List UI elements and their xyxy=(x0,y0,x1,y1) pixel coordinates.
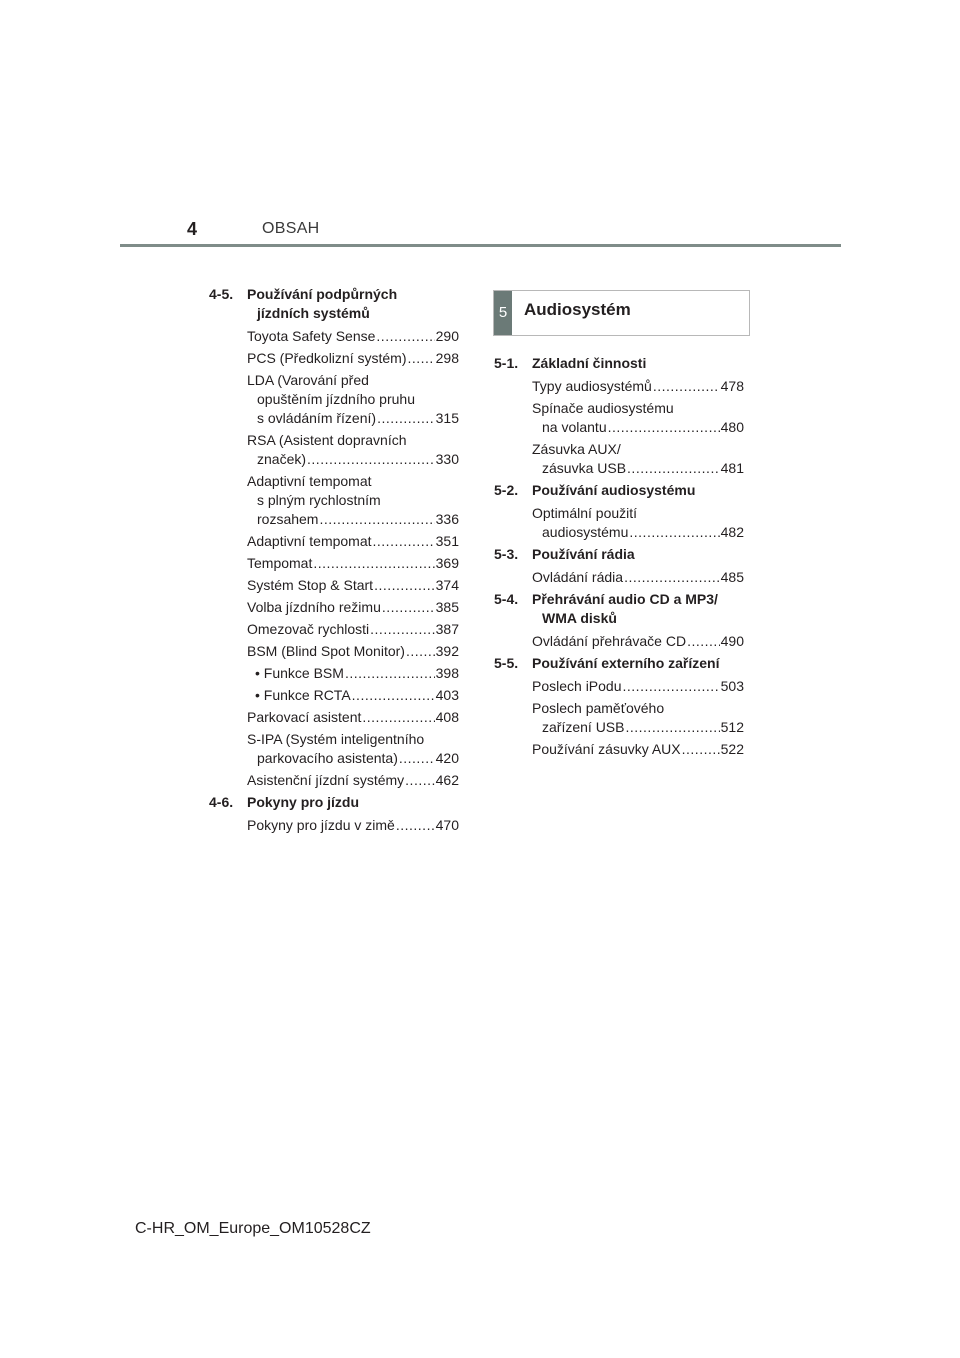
toc-entries-4-5 xyxy=(209,327,459,790)
section-number: 5-2. xyxy=(494,482,519,498)
toc-page-number: 462 xyxy=(435,772,459,788)
toc-entry-label: PCS (Předkolizní systém) xyxy=(247,350,407,366)
toc-section-5-5[interactable] xyxy=(494,654,744,673)
dot-leader xyxy=(319,510,434,529)
dot-leader xyxy=(407,349,434,368)
toc-page-number: 481 xyxy=(720,460,744,476)
dot-leader xyxy=(624,568,720,587)
toc-page-number: 522 xyxy=(720,741,744,757)
toc-page-number: 298 xyxy=(435,350,459,366)
toc-page-number: 480 xyxy=(720,419,744,435)
toc-entry-label: Ovládání přehrávače CD xyxy=(532,633,687,649)
toc-page-number: 290 xyxy=(435,328,459,344)
dot-leader xyxy=(345,664,435,683)
toc-entry[interactable] xyxy=(247,686,459,705)
toc-page-number: 330 xyxy=(435,451,459,467)
toc-page-number: 408 xyxy=(435,709,459,725)
dot-leader xyxy=(374,576,435,595)
chapter-title: Audiosystém xyxy=(524,300,631,319)
dot-leader xyxy=(313,554,434,573)
toc-entry-label: zařízení USB xyxy=(542,719,625,735)
dot-leader xyxy=(376,327,434,346)
toc-entry-text: S-IPA (Systém inteligentního xyxy=(247,731,425,747)
toc-page-number: 398 xyxy=(435,665,459,681)
toc-entry-label: značek) xyxy=(257,451,307,467)
toc-entries-5-3 xyxy=(494,568,744,587)
toc-page-number: 512 xyxy=(720,719,744,735)
toc-entry-label: Volba jízdního režimu xyxy=(247,599,381,615)
toc-page-number: 482 xyxy=(720,524,744,540)
dot-leader xyxy=(352,686,435,705)
toc-section-4-5[interactable] xyxy=(209,285,459,323)
section-title: Pokyny pro jízdu xyxy=(247,794,360,810)
dot-leader xyxy=(399,749,435,768)
toc-entry[interactable] xyxy=(247,431,459,469)
section-title: Používání audiosystému xyxy=(532,482,696,498)
toc-entry[interactable] xyxy=(247,371,459,428)
dot-leader xyxy=(307,450,435,469)
chapter-number-tab: 5 xyxy=(494,291,512,335)
toc-right-column xyxy=(494,354,744,762)
dot-leader xyxy=(396,816,435,835)
section-number: 5-4. xyxy=(494,591,519,607)
toc-entries-5-1 xyxy=(494,377,744,478)
toc-entry-label: Používání zásuvky AUX xyxy=(532,741,681,757)
toc-section-5-1[interactable] xyxy=(494,354,744,373)
section-title: Základní činnosti xyxy=(532,355,647,371)
section-title: Přehrávání audio CD a MP3/ xyxy=(532,591,718,607)
toc-entry-text: RSA (Asistent dopravních xyxy=(247,432,407,448)
toc-page-number: 478 xyxy=(720,378,744,394)
toc-page-number: 315 xyxy=(435,410,459,426)
toc-entry[interactable] xyxy=(247,816,459,835)
toc-entry[interactable] xyxy=(532,504,744,542)
toc-entry-label: Toyota Safety Sense xyxy=(247,328,376,344)
toc-page-number: 374 xyxy=(435,577,459,593)
toc-entry-label: s ovládáním řízení) xyxy=(257,410,377,426)
toc-entries-5-2 xyxy=(494,504,744,542)
toc-entry[interactable] xyxy=(247,642,459,661)
toc-entry-label: • Funkce BSM xyxy=(255,665,344,681)
toc-entry[interactable] xyxy=(247,730,459,768)
toc-entry-label: Omezovač rychlosti xyxy=(247,621,370,637)
section-number: 4-5. xyxy=(209,286,234,302)
toc-entry[interactable] xyxy=(532,699,744,737)
toc-entry-label: BSM (Blind Spot Monitor) xyxy=(247,643,405,659)
toc-entry[interactable] xyxy=(247,771,459,790)
toc-entries-5-4 xyxy=(494,632,744,651)
toc-entry-text: Adaptivní tempomat xyxy=(247,473,372,489)
toc-entry[interactable] xyxy=(247,620,459,639)
toc-page-number: 403 xyxy=(435,687,459,703)
dot-leader xyxy=(653,377,720,396)
toc-entry-text: LDA (Varování před xyxy=(247,372,369,388)
toc-entry-text: Optimální použití xyxy=(532,505,638,521)
toc-entry[interactable] xyxy=(247,708,459,727)
toc-entry-label: Asistenční jízdní systémy xyxy=(247,772,405,788)
toc-page-number: 470 xyxy=(435,817,459,833)
toc-section-4-6[interactable] xyxy=(209,793,459,812)
page-number: 4 xyxy=(187,219,198,239)
toc-entry-label: zásuvka USB xyxy=(542,460,627,476)
toc-entry-text: Spínače audiosystému xyxy=(532,400,674,416)
toc-entry-text: opuštěním jízdního pruhu xyxy=(257,391,415,407)
page-title: OBSAH xyxy=(262,220,320,237)
section-number: 4-6. xyxy=(209,794,234,810)
toc-section-5-4[interactable] xyxy=(494,590,744,628)
dot-leader xyxy=(608,418,720,437)
section-title: Používání podpůrných xyxy=(247,286,398,302)
dot-leader xyxy=(370,620,434,639)
dot-leader xyxy=(377,409,435,428)
toc-entry[interactable] xyxy=(532,377,744,396)
document-code-footer: C-HR_OM_Europe_OM10528CZ xyxy=(135,1220,371,1237)
toc-entries-5-5 xyxy=(494,677,744,759)
toc-entry-label: audiosystému xyxy=(542,524,629,540)
section-title-cont: jízdních systémů xyxy=(257,305,370,321)
toc-entry-label: Systém Stop & Start xyxy=(247,577,374,593)
toc-entry[interactable] xyxy=(247,472,459,529)
toc-entry-text: s plným rychlostním xyxy=(257,492,381,508)
chapter-header-box[interactable] xyxy=(493,290,750,336)
dot-leader xyxy=(362,708,434,727)
section-title: Používání externího zařízení xyxy=(532,655,720,671)
toc-entry[interactable] xyxy=(532,677,744,696)
dot-leader xyxy=(373,532,435,551)
toc-left-column xyxy=(209,285,459,838)
toc-page-number: 369 xyxy=(435,555,459,571)
toc-entry[interactable] xyxy=(247,576,459,595)
toc-page-number: 420 xyxy=(435,750,459,766)
toc-entry-label: Typy audiosystémů xyxy=(532,378,652,394)
toc-entries-4-6 xyxy=(209,816,459,835)
toc-entry-label: Parkovací asistent xyxy=(247,709,362,725)
toc-entry[interactable] xyxy=(247,349,459,368)
toc-section-5-3[interactable] xyxy=(494,545,744,564)
toc-entry[interactable] xyxy=(247,664,459,683)
toc-entry-label: Poslech iPodu xyxy=(532,678,622,694)
toc-entry-label: rozsahem xyxy=(257,511,319,527)
toc-entry-label: Adaptivní tempomat xyxy=(247,533,372,549)
section-number: 5-1. xyxy=(494,355,519,371)
dot-leader xyxy=(623,677,720,696)
section-number: 5-3. xyxy=(494,546,519,562)
toc-entry[interactable] xyxy=(247,554,459,573)
toc-page-number: 336 xyxy=(435,511,459,527)
header-rule xyxy=(120,244,841,247)
toc-section-5-2[interactable] xyxy=(494,481,744,500)
toc-entry-label: Pokyny pro jízdu v zimě xyxy=(247,817,395,833)
toc-entry[interactable] xyxy=(532,740,744,759)
section-number: 5-5. xyxy=(494,655,519,671)
toc-entry-label: Ovládání rádia xyxy=(532,569,624,585)
toc-page-number: 385 xyxy=(435,599,459,615)
toc-entry-label: na volantu xyxy=(542,419,607,435)
dot-leader xyxy=(625,718,719,737)
toc-page-number: 351 xyxy=(435,533,459,549)
dot-leader xyxy=(687,632,720,651)
toc-page-number: 387 xyxy=(435,621,459,637)
toc-entry-label: • Funkce RCTA xyxy=(255,687,351,703)
toc-entry-text: Poslech paměťového xyxy=(532,700,665,716)
dot-leader xyxy=(629,523,719,542)
toc-entry[interactable] xyxy=(532,632,744,651)
toc-entry[interactable] xyxy=(532,440,744,478)
toc-entry[interactable] xyxy=(247,598,459,617)
toc-entry-label: Tempomat xyxy=(247,555,313,571)
toc-page-number: 503 xyxy=(720,678,744,694)
dot-leader xyxy=(382,598,435,617)
dot-leader xyxy=(682,740,720,759)
dot-leader xyxy=(406,642,435,661)
dot-leader xyxy=(627,459,720,478)
toc-page-number: 392 xyxy=(435,643,459,659)
section-title: Používání rádia xyxy=(532,546,635,562)
toc-entry-text: Zásuvka AUX/ xyxy=(532,441,621,457)
toc-entry-label: parkovacího asistenta) xyxy=(257,750,398,766)
toc-entry[interactable] xyxy=(532,399,744,437)
toc-page-number: 490 xyxy=(720,633,744,649)
toc-entry[interactable] xyxy=(247,327,459,346)
toc-entry[interactable] xyxy=(532,568,744,587)
toc-entry[interactable] xyxy=(247,532,459,551)
section-title-cont: WMA disků xyxy=(542,610,617,626)
dot-leader xyxy=(405,771,434,790)
toc-page-number: 485 xyxy=(720,569,744,585)
